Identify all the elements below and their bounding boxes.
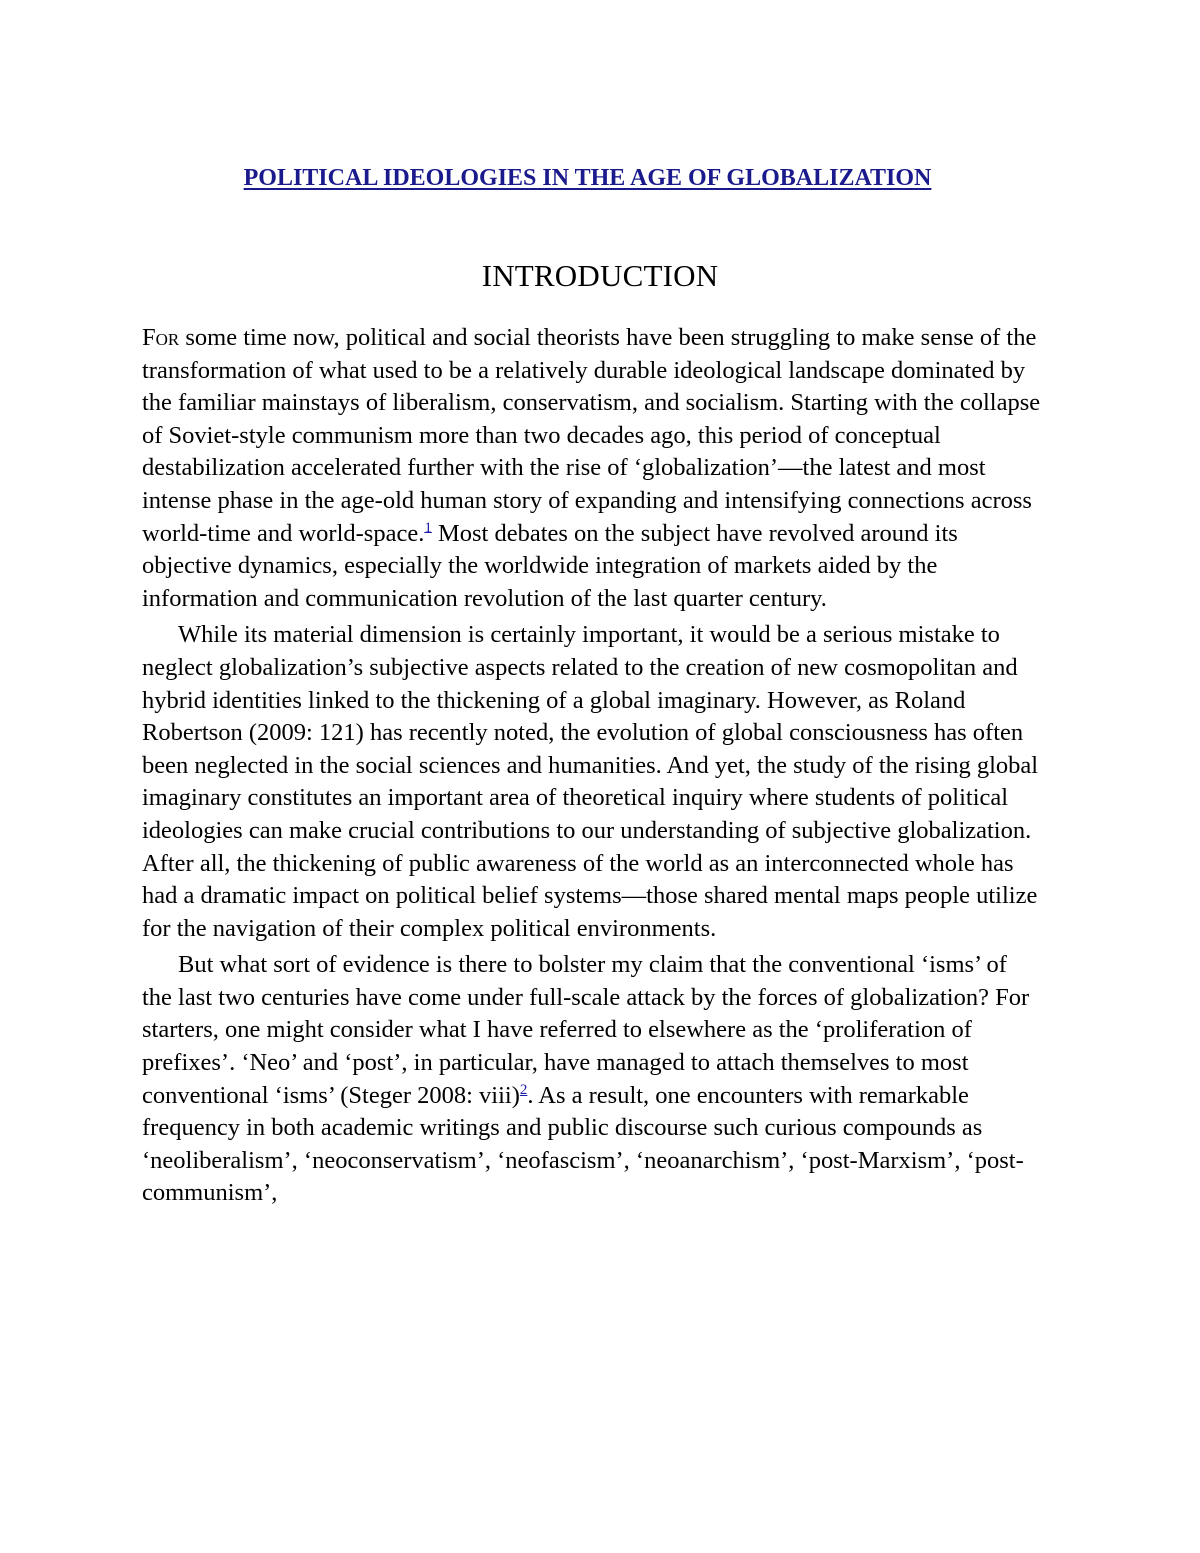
- paragraph-3: [142, 949, 1042, 1210]
- section-heading: INTRODUCTION: [481, 258, 719, 293]
- body-text: [142, 322, 1042, 1214]
- footnote-link-2[interactable]: 2: [519, 1081, 528, 1098]
- footnote-ref-1[interactable]: [424, 519, 432, 535]
- paragraph-2: While its material dimension is certainly important, it would be a serious mistake to neglect globalization’s subjective aspects related to the creation of new cosmopolitan and hybrid identities linked to the thickening of a global imaginary. However, as Roland Robertson (2009: 121) has recently noted, the evolution of global consciousness has often been neglected in the social sciences and humanities. And yet, the study of the rising global imaginary constitutes an important area of theoretical inquiry where students of political ideologies can make crucial contributions to our understanding of subjective globalization. After all, the thickening of public awareness of the world as an interconnected whole has had a dramatic impact on political belief systems—those shared mental maps people utilize for the navigation of their complex political environments.: [142, 621, 1039, 942]
- paragraph-3-text-a: But what sort of evidence is there to bolster my claim that the conventional ‘isms’ of the last two centuries have come under full-scale attack by the forces of globalization? For starters, one might consider what I have referred to elsewhere as the ‘proliferation of prefixes’. ‘Neo’ and ‘post’, in particular, have managed to attach themselves to most conventional ‘isms’ (Steger 2008: viii): [142, 951, 1030, 1109]
- paragraph-1-text-a: some time now, political and social theorists have been struggling to make sense of the transformation of what used to be a relatively durable ideological landscape dominated by the familiar mainstays of liberalism, conservatism, and socialism. Starting with the collapse of Soviet-style communism more than two decades ago, this period of conceptual destabilization accelerated further with the rise of ‘globalization’—the latest and most intense phase in the age-old human story of expanding and intensifying connections across world-time and world-space.: [142, 324, 1041, 547]
- paragraph-1-text-b: Most debates on the subject have revolved around its objective dynamics, especially the worldwide integration of markets aided by the information and communication revolution of the last quarter century.: [142, 519, 958, 612]
- paragraph-3-text-b: . As a result, one encounters with remarkable frequency in both academic writings and public discourse such curious compounds as ‘neoliberalism’, ‘neoconservatism’, ‘neofascism’, ‘neoanarchism’, ‘post-Marxism’, ‘post-communism’,: [142, 1081, 1024, 1207]
- paragraph-1-lead-caps: For: [142, 324, 180, 351]
- paragraph-1: [142, 322, 1042, 615]
- footnote-link-1[interactable]: 1: [424, 519, 432, 536]
- document-title: POLITICAL IDEOLOGIES IN THE AGE OF GLOBALIZATION: [243, 165, 932, 191]
